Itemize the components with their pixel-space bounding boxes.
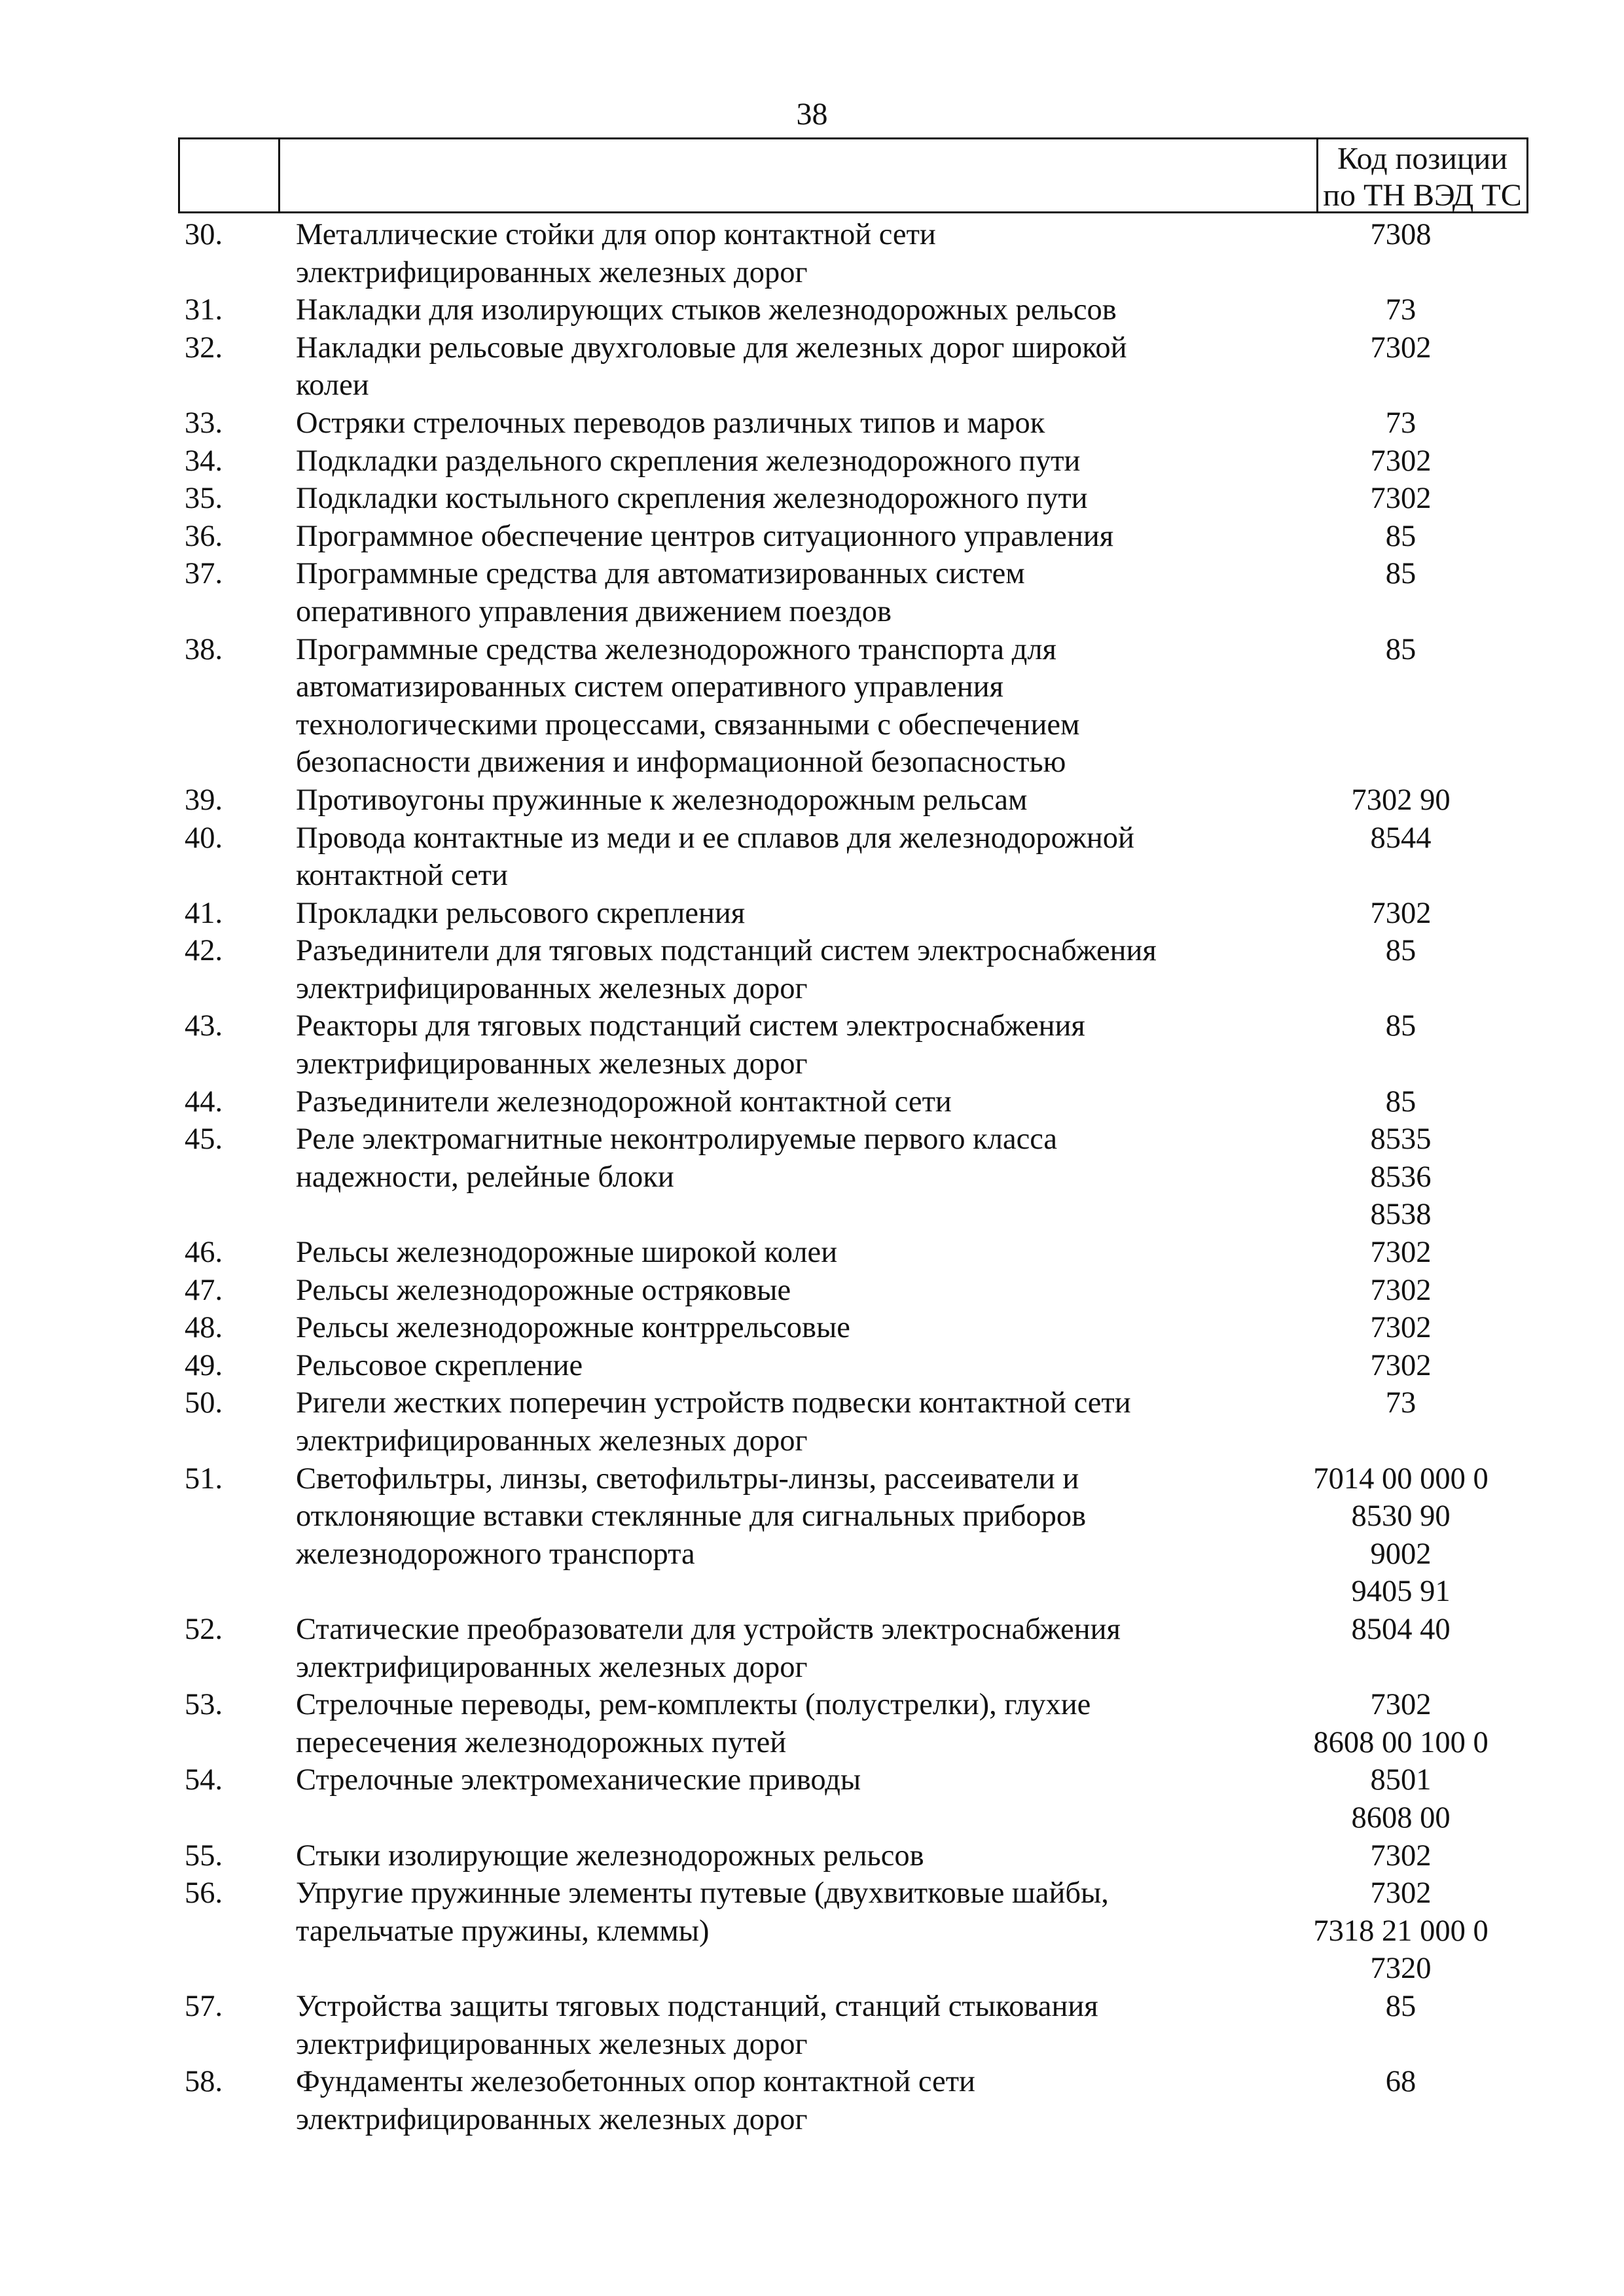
- table-row: [0, 404, 1624, 442]
- row-number: 35.: [185, 482, 223, 516]
- tnved-code: 85: [1385, 1009, 1416, 1043]
- row-name: Реакторы для тяговых подстанций систем электроснабжения электрифицированных железных дорог: [296, 1009, 1085, 1081]
- row-number: 41.: [185, 896, 223, 930]
- row-number: 51.: [185, 1462, 223, 1496]
- table-row: [0, 480, 1624, 518]
- tnved-code: 8544: [1370, 821, 1432, 855]
- tnved-code: 9405 91: [1351, 1575, 1451, 1609]
- table-row: [0, 1611, 1624, 1686]
- row-number: 31.: [185, 293, 223, 327]
- row-codes: [1286, 555, 1515, 593]
- row-number: 42.: [185, 934, 223, 968]
- row-number: 46.: [185, 1236, 223, 1270]
- column-divider: [278, 139, 280, 211]
- table-row: [0, 1272, 1624, 1310]
- tnved-code: 73: [1385, 406, 1416, 440]
- row-codes: [1286, 1384, 1515, 1422]
- row-number: 53.: [185, 1688, 223, 1722]
- table-row: [0, 1007, 1624, 1083]
- tnved-code: 7302: [1370, 1688, 1432, 1722]
- row-name: Светофильтры, линзы, светофильтры-линзы, рассеиватели и отклоняющие вставки стеклянные для сигнальных приборов железнодорожного транспорта: [296, 1462, 1087, 1571]
- tnved-code: 7320: [1370, 1952, 1432, 1986]
- table-row: [0, 1121, 1624, 1234]
- tnved-code: 73: [1385, 1386, 1416, 1420]
- code-header-line: Код позиции: [1337, 141, 1508, 176]
- row-number: 47.: [185, 1273, 223, 1307]
- row-codes: [1286, 1007, 1515, 1045]
- row-name: Программные средства железнодорожного транспорта для автоматизированных систем оперативного управления технологическими процессами, связанными с обеспечением безопасности движения и информационной безопасностью: [296, 632, 1080, 780]
- table-row: [0, 895, 1624, 933]
- table-row: [0, 291, 1624, 329]
- row-name: Рельсы железнодорожные широкой колеи: [296, 1236, 838, 1270]
- row-name: Противоугоны пружинные к железнодорожным рельсам: [296, 783, 1028, 817]
- tnved-code: 7302: [1370, 1839, 1432, 1873]
- table-row: [0, 518, 1624, 556]
- table-row: [0, 781, 1624, 819]
- tnved-code: 7302: [1370, 482, 1432, 516]
- row-codes: [1286, 895, 1515, 933]
- tnved-code: 85: [1385, 934, 1416, 968]
- table-row: [0, 1837, 1624, 1875]
- row-name: Стыки изолирующие железнодорожных рельсов: [296, 1839, 924, 1873]
- tnved-code: 7308: [1370, 218, 1432, 251]
- row-number: 34.: [185, 444, 223, 478]
- table-header: [178, 137, 1528, 213]
- row-name: Накладки рельсовые двухголовые для железных дорог широкой колеи: [296, 331, 1127, 403]
- tnved-code: 8501: [1370, 1763, 1432, 1797]
- row-name: Металлические стойки для опор контактной сети электрифицированных железных дорог: [296, 218, 936, 289]
- table-row: [0, 819, 1624, 895]
- row-name: Статические преобразователи для устройств электроснабжения электрифицированных железных дорог: [296, 1613, 1121, 1684]
- tnved-code: 7318 21 000 0: [1313, 1914, 1489, 1948]
- row-number: 40.: [185, 821, 223, 855]
- row-name: Подкладки костыльного скрепления железнодорожного пути: [296, 482, 1088, 516]
- row-number: 50.: [185, 1386, 223, 1420]
- row-name: Накладки для изолирующих стыков железнодорожных рельсов: [296, 293, 1117, 327]
- row-number: 30.: [185, 218, 223, 251]
- row-codes: [1286, 1988, 1515, 2026]
- row-name: Устройства защиты тяговых подстанций, станций стыкования электрифицированных железных дорог: [296, 1989, 1098, 2061]
- tnved-code: 7302: [1370, 1311, 1432, 1345]
- row-number: 57.: [185, 1989, 223, 2023]
- tnved-code: 7302: [1370, 444, 1432, 478]
- row-number: 44.: [185, 1085, 223, 1119]
- row-codes: [1286, 329, 1515, 367]
- row-codes: [1286, 442, 1515, 480]
- row-name: Реле электромагнитные неконтролируемые первого класса надежности, релейные блоки: [296, 1122, 1058, 1194]
- tnved-code: 8536: [1370, 1160, 1432, 1194]
- row-number: 45.: [185, 1122, 223, 1157]
- row-name: Программные средства для автоматизированных систем оперативного управления движением поездов: [296, 557, 1025, 628]
- tnved-code: 8608 00 100 0: [1313, 1725, 1489, 1759]
- row-name: Остряки стрелочных переводов различных типов и марок: [296, 406, 1045, 440]
- row-name: Программное обеспечение центров ситуационного управления: [296, 519, 1114, 553]
- row-codes: [1286, 404, 1515, 442]
- row-number: 48.: [185, 1311, 223, 1345]
- tnved-code: 85: [1385, 519, 1416, 553]
- row-name: Стрелочные переводы, рем-комплекты (полустрелки), глухие пересечения железнодорожных путей: [296, 1688, 1091, 1759]
- row-name: Разъединители железнодорожной контактной сети: [296, 1085, 952, 1119]
- row-name: Провода контактные из меди и ее сплавов для железнодорожной контактной сети: [296, 821, 1134, 893]
- row-name: Разъединители для тяговых подстанций систем электроснабжения электрифицированных железных дорог: [296, 934, 1157, 1005]
- row-codes: [1286, 1309, 1515, 1347]
- tnved-code: 68: [1385, 2065, 1416, 2099]
- row-codes: [1286, 1761, 1515, 1837]
- row-number: 43.: [185, 1009, 223, 1043]
- row-number: 52.: [185, 1613, 223, 1647]
- page-number: 38: [796, 97, 828, 132]
- row-codes: [1286, 1611, 1515, 1649]
- row-codes: [1286, 518, 1515, 556]
- tnved-code: 85: [1385, 1085, 1416, 1119]
- row-codes: [1286, 1083, 1515, 1121]
- row-codes: [1286, 1234, 1515, 1272]
- row-codes: [1286, 1121, 1515, 1234]
- row-codes: [1286, 1837, 1515, 1875]
- code-column-header: [1318, 141, 1526, 214]
- tnved-code: 7302: [1370, 1236, 1432, 1270]
- row-number: 49.: [185, 1348, 223, 1382]
- row-number: 54.: [185, 1763, 223, 1797]
- row-number: 39.: [185, 783, 223, 817]
- table-row: [0, 1384, 1624, 1460]
- row-name: Стрелочные электромеханические приводы: [296, 1763, 861, 1797]
- tnved-code: 8504 40: [1351, 1613, 1451, 1647]
- row-name: Рельсы железнодорожные контррельсовые: [296, 1311, 850, 1345]
- row-number: 37.: [185, 557, 223, 591]
- row-codes: [1286, 1460, 1515, 1611]
- tnved-code: 8608 00: [1351, 1801, 1451, 1835]
- table-row: [0, 555, 1624, 630]
- tnved-code: 8535: [1370, 1122, 1432, 1157]
- tnved-code: 8538: [1370, 1198, 1432, 1232]
- table-row: [0, 329, 1624, 404]
- row-number: 33.: [185, 406, 223, 440]
- row-codes: [1286, 781, 1515, 819]
- row-codes: [1286, 2063, 1515, 2101]
- row-name: Рельсовое скрепление: [296, 1348, 583, 1382]
- table-row: [0, 1234, 1624, 1272]
- tnved-code: 7302: [1370, 1273, 1432, 1307]
- tnved-code: 9002: [1370, 1537, 1432, 1571]
- row-codes: [1286, 819, 1515, 857]
- table-row: [0, 1988, 1624, 2063]
- row-codes: [1286, 291, 1515, 329]
- tnved-code: 85: [1385, 557, 1416, 591]
- table-row: [0, 1347, 1624, 1385]
- table-row: [0, 1686, 1624, 1761]
- table-row: [0, 1460, 1624, 1611]
- row-codes: [1286, 1874, 1515, 1988]
- tnved-code: 7302: [1370, 1348, 1432, 1382]
- row-codes: [1286, 216, 1515, 254]
- row-name: Упругие пружинные элементы путевые (двухвитковые шайбы, тарельчатые пружины, клеммы): [296, 1876, 1109, 1948]
- table-row: [0, 932, 1624, 1007]
- row-number: 38.: [185, 632, 223, 666]
- tnved-code: 7302 90: [1351, 783, 1451, 817]
- row-number: 56.: [185, 1876, 223, 1910]
- tnved-code: 7302: [1370, 331, 1432, 365]
- table-row: [0, 1083, 1624, 1121]
- table-row: [0, 1874, 1624, 1988]
- row-codes: [1286, 631, 1515, 669]
- tnved-code: 85: [1385, 1989, 1416, 2023]
- row-codes: [1286, 480, 1515, 518]
- row-number: 36.: [185, 519, 223, 553]
- row-number: 58.: [185, 2065, 223, 2099]
- tnved-code: 73: [1385, 293, 1416, 327]
- row-codes: [1286, 932, 1515, 970]
- row-name: Подкладки раздельного скрепления железнодорожного пути: [296, 444, 1081, 478]
- code-header-line: по ТН ВЭД ТС: [1323, 178, 1522, 213]
- table-body: [0, 216, 1624, 2138]
- table-row: [0, 2063, 1624, 2138]
- row-name: Прокладки рельсового скрепления: [296, 896, 746, 930]
- row-number: 32.: [185, 331, 223, 365]
- tnved-code: 8530 90: [1351, 1499, 1451, 1534]
- tnved-code: 7302: [1370, 1876, 1432, 1910]
- table-row: [0, 631, 1624, 781]
- row-name: Рельсы железнодорожные остряковые: [296, 1273, 791, 1307]
- table-row: [0, 442, 1624, 480]
- tnved-code: 85: [1385, 632, 1416, 666]
- row-codes: [1286, 1347, 1515, 1385]
- table-row: [0, 1309, 1624, 1347]
- row-codes: [1286, 1272, 1515, 1310]
- row-codes: [1286, 1686, 1515, 1761]
- row-number: 55.: [185, 1839, 223, 1873]
- tnved-code: 7014 00 000 0: [1313, 1462, 1489, 1496]
- table-row: [0, 1761, 1624, 1837]
- tnved-code: 7302: [1370, 896, 1432, 930]
- row-name: Фундаменты железобетонных опор контактной сети электрифицированных железных дорог: [296, 2065, 975, 2136]
- row-name: Ригели жестких поперечин устройств подвески контактной сети электрифицированных железных дорог: [296, 1386, 1131, 1458]
- table-row: [0, 216, 1624, 291]
